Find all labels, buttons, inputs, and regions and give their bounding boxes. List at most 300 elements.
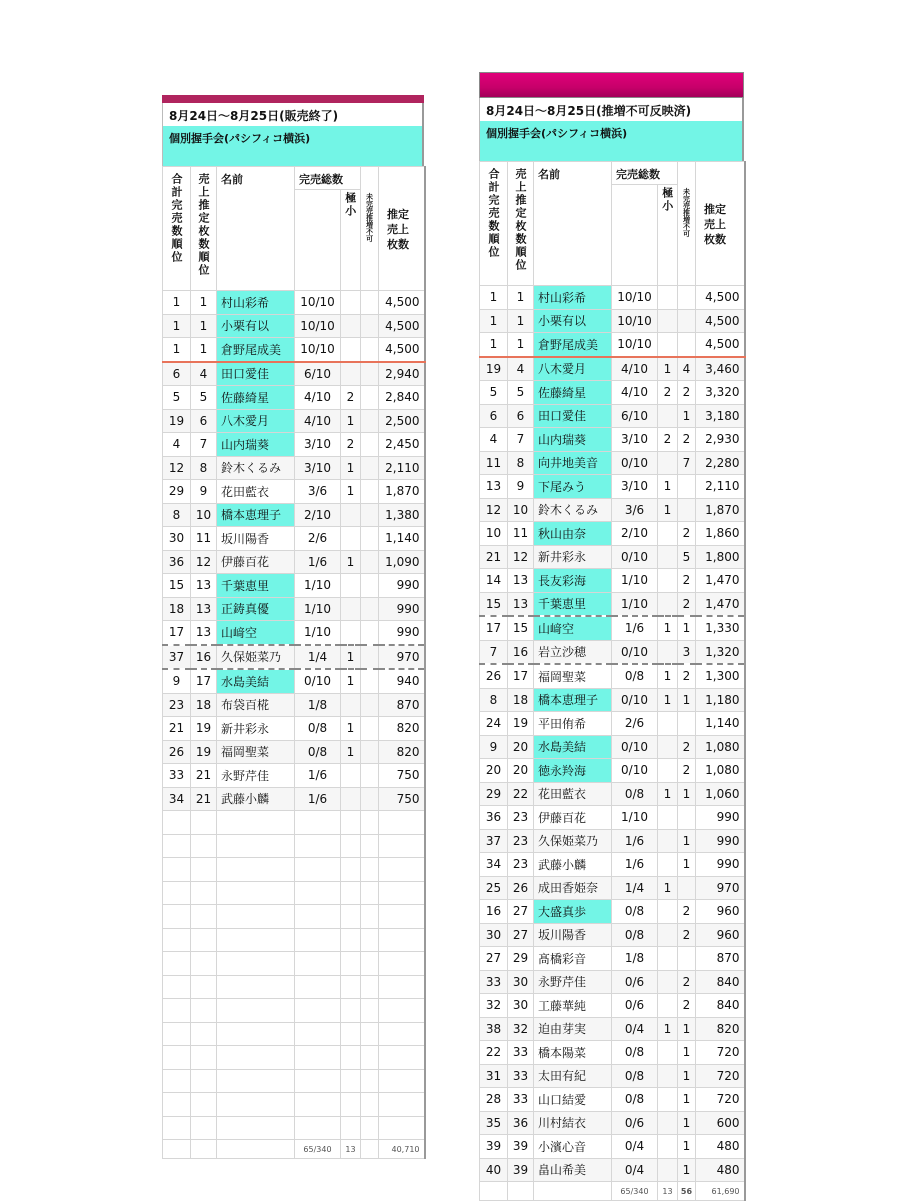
cell-sales-rank: 27: [508, 923, 534, 947]
cell-name: 水島美結: [217, 669, 295, 693]
cell-sales-rank: 17: [508, 664, 534, 688]
table-row: [480, 829, 745, 853]
cell-est: 4,500: [696, 333, 745, 357]
cell-mikanbai: [361, 386, 379, 410]
cell-name: 大盛真歩: [534, 900, 612, 924]
cell-est: 4,500: [379, 338, 425, 362]
cell-mikanbai: 1: [678, 1158, 696, 1182]
cell-est: 1,870: [696, 498, 745, 522]
header-name: 名前: [217, 167, 295, 291]
cell-goku: [658, 1111, 678, 1135]
empty-row: [163, 975, 425, 999]
cell-sold: 1/6: [612, 616, 658, 640]
table-row: [480, 1158, 745, 1182]
table-row: [480, 1064, 745, 1088]
cell-name: 武藤小麟: [217, 787, 295, 811]
cell-sales-rank: 1: [191, 291, 217, 315]
table-row: [480, 806, 745, 830]
cell-sold: 0/10: [612, 640, 658, 664]
cell-total-rank: 10: [480, 522, 508, 546]
cell-total-rank: 1: [163, 291, 191, 315]
header-sales-rank: 売上推定枚数順位: [508, 162, 534, 286]
cell-name: 坂川陽香: [534, 923, 612, 947]
cell-mikanbai: [678, 498, 696, 522]
cell-mikanbai: 2: [678, 381, 696, 405]
cell-mikanbai: [678, 286, 696, 310]
cell-goku: [341, 764, 361, 788]
cell-sold: 0/8: [295, 740, 341, 764]
cell-sold: 0/10: [612, 735, 658, 759]
cell-total-rank: 24: [480, 712, 508, 736]
cell-goku: [341, 527, 361, 551]
cell-goku: [658, 545, 678, 569]
sheet-event-title: 個別握手会(パシフィコ横浜): [479, 121, 744, 161]
cell-goku: 1: [658, 616, 678, 640]
cell-name: 田口愛佳: [217, 362, 295, 386]
cell-sold: 6/10: [612, 404, 658, 428]
cell-sold: 1/8: [612, 947, 658, 971]
cell-est: 1,380: [379, 503, 425, 527]
cell-sold: 10/10: [295, 338, 341, 362]
cell-total-rank: 36: [163, 550, 191, 574]
table-row: [480, 1111, 745, 1135]
cell-mikanbai: 1: [678, 782, 696, 806]
cell-goku: [658, 640, 678, 664]
cell-sales-rank: 36: [508, 1111, 534, 1135]
cell-goku: [658, 1064, 678, 1088]
cell-name: 川村結衣: [534, 1111, 612, 1135]
table-row: [163, 433, 425, 457]
cell-sales-rank: 13: [508, 592, 534, 616]
cell-total-rank: 15: [480, 592, 508, 616]
cell-sales-rank: 1: [508, 309, 534, 333]
cell-sales-rank: 4: [191, 362, 217, 386]
empty-row: [163, 1069, 425, 1093]
cell-total-rank: 34: [480, 853, 508, 877]
cell-est: 1,180: [696, 688, 745, 712]
cell-sales-rank: 33: [508, 1064, 534, 1088]
table-row: [163, 597, 425, 621]
cell-sales-rank: 23: [508, 829, 534, 853]
cell-goku: [658, 829, 678, 853]
cell-sold: 0/8: [612, 900, 658, 924]
cell-mikanbai: [361, 787, 379, 811]
cell-name: 小栗有以: [534, 309, 612, 333]
ranking-table: [479, 161, 746, 1201]
cell-sold: 0/10: [295, 669, 341, 693]
cell-est: 1,470: [696, 592, 745, 616]
cell-name: 正鋳真優: [217, 597, 295, 621]
cell-total-rank: 40: [480, 1158, 508, 1182]
cell-mikanbai: [361, 409, 379, 433]
cell-goku: 1: [341, 717, 361, 741]
cell-sales-rank: 7: [508, 428, 534, 452]
table-row: [163, 338, 425, 362]
table-row: [163, 764, 425, 788]
cell-mikanbai: [361, 291, 379, 315]
empty-row: [163, 1046, 425, 1070]
cell-goku: 1: [658, 1017, 678, 1041]
cell-sales-rank: 30: [508, 970, 534, 994]
cell-sold: 4/10: [612, 381, 658, 405]
cell-est: 750: [379, 787, 425, 811]
cell-sales-rank: 13: [191, 597, 217, 621]
table-row: [480, 309, 745, 333]
table-row: [480, 1017, 745, 1041]
table-row: [480, 616, 745, 640]
cell-name: 倉野尾成美: [534, 333, 612, 357]
cell-name: 成田香姫奈: [534, 876, 612, 900]
cell-est: 1,080: [696, 759, 745, 783]
cell-sales-rank: 21: [191, 764, 217, 788]
table-row: [480, 735, 745, 759]
cell-total-rank: 9: [480, 735, 508, 759]
sheet-date-title: 8月24日～8月25日(販売終了): [162, 103, 424, 126]
cell-name: 秋山由奈: [534, 522, 612, 546]
cell-total-rank: 12: [163, 456, 191, 480]
cell-name: 山﨑空: [534, 616, 612, 640]
cell-mikanbai: 2: [678, 900, 696, 924]
cell-goku: 2: [341, 386, 361, 410]
cell-name: 福岡聖菜: [217, 740, 295, 764]
cell-name: 花田藍衣: [217, 480, 295, 504]
cell-total-rank: 5: [163, 386, 191, 410]
cell-total-rank: 8: [163, 503, 191, 527]
cell-sold: 10/10: [612, 309, 658, 333]
cell-est: 990: [696, 806, 745, 830]
cell-est: 3,460: [696, 357, 745, 381]
cell-name: 山﨑空: [217, 621, 295, 645]
cell-sold: 0/6: [612, 994, 658, 1018]
cell-goku: [658, 759, 678, 783]
cell-sold: 1/4: [612, 876, 658, 900]
table-row: [480, 688, 745, 712]
cell-name: 平田侑希: [534, 712, 612, 736]
cell-est: 2,500: [379, 409, 425, 433]
cell-total-rank: 14: [480, 569, 508, 593]
empty-row: [163, 834, 425, 858]
cell-est: 870: [696, 947, 745, 971]
cell-sold: 1/6: [612, 829, 658, 853]
cell-name: 久保姫菜乃: [534, 829, 612, 853]
table-row: [480, 404, 745, 428]
table-row: [480, 569, 745, 593]
cell-total-rank: 8: [480, 688, 508, 712]
cell-sales-rank: 20: [508, 759, 534, 783]
cell-sold: 1/6: [295, 764, 341, 788]
empty-row: [163, 1093, 425, 1117]
cell-sales-rank: 18: [191, 693, 217, 717]
right-sheet: [479, 72, 744, 1201]
cell-sold: 0/8: [612, 664, 658, 688]
cell-est: 1,090: [379, 550, 425, 574]
cell-est: 2,110: [696, 475, 745, 499]
cell-sold: 10/10: [295, 314, 341, 338]
totals-row: [163, 1140, 425, 1159]
cell-name: 山内瑞葵: [534, 428, 612, 452]
total-sold: 65/340: [295, 1140, 341, 1159]
cell-est: 1,140: [379, 527, 425, 551]
cell-sold: 0/8: [612, 1064, 658, 1088]
cell-sales-rank: 8: [191, 456, 217, 480]
cell-sold: 4/10: [295, 409, 341, 433]
table-row: [480, 923, 745, 947]
cell-est: 4,500: [696, 286, 745, 310]
cell-total-rank: 26: [163, 740, 191, 764]
total-g: 13: [658, 1182, 678, 1201]
cell-est: 1,870: [379, 480, 425, 504]
cell-est: 480: [696, 1158, 745, 1182]
cell-mikanbai: 1: [678, 853, 696, 877]
cell-sold: 1/10: [295, 597, 341, 621]
cell-goku: [658, 1041, 678, 1065]
cell-est: 1,140: [696, 712, 745, 736]
cell-goku: 1: [658, 357, 678, 381]
table-row: [480, 876, 745, 900]
cell-goku: [658, 923, 678, 947]
cell-goku: [658, 522, 678, 546]
table-row: [163, 717, 425, 741]
cell-total-rank: 5: [480, 381, 508, 405]
table-row: [163, 456, 425, 480]
cell-total-rank: 17: [480, 616, 508, 640]
table-row: [480, 381, 745, 405]
cell-sales-rank: 22: [508, 782, 534, 806]
cell-total-rank: 38: [480, 1017, 508, 1041]
cell-sales-rank: 12: [508, 545, 534, 569]
cell-total-rank: 1: [480, 286, 508, 310]
table-row: [480, 592, 745, 616]
cell-est: 820: [696, 1017, 745, 1041]
cell-name: 鈴木くるみ: [534, 498, 612, 522]
cell-total-rank: 1: [480, 309, 508, 333]
cell-est: 990: [379, 621, 425, 645]
cell-est: 2,280: [696, 451, 745, 475]
cell-total-rank: 1: [163, 338, 191, 362]
table-row: [480, 545, 745, 569]
table-row: [480, 498, 745, 522]
cell-est: 750: [379, 764, 425, 788]
cell-est: 960: [696, 900, 745, 924]
cell-mikanbai: [361, 669, 379, 693]
cell-mikanbai: [361, 621, 379, 645]
cell-est: 3,320: [696, 381, 745, 405]
cell-sales-rank: 19: [191, 740, 217, 764]
table-row: [480, 759, 745, 783]
cell-name: 坂川陽香: [217, 527, 295, 551]
cell-name: 畠山希美: [534, 1158, 612, 1182]
empty-row: [163, 999, 425, 1023]
cell-sold: 1/10: [295, 574, 341, 598]
cell-mikanbai: 4: [678, 357, 696, 381]
cell-goku: [341, 338, 361, 362]
table-row: [480, 475, 745, 499]
cell-mikanbai: 2: [678, 759, 696, 783]
table-row: [480, 994, 745, 1018]
cell-sold: 2/6: [612, 712, 658, 736]
cell-mikanbai: 1: [678, 1135, 696, 1159]
table-row: [480, 451, 745, 475]
cell-sales-rank: 23: [508, 806, 534, 830]
cell-total-rank: 22: [480, 1041, 508, 1065]
header-sold: 完売総数 極小: [612, 162, 678, 286]
cell-name: 岩立沙穂: [534, 640, 612, 664]
table-row: [480, 782, 745, 806]
cell-sales-rank: 13: [508, 569, 534, 593]
cell-name: 山内瑞葵: [217, 433, 295, 457]
cell-total-rank: 33: [163, 764, 191, 788]
total-g: 13: [341, 1140, 361, 1159]
cell-goku: [658, 592, 678, 616]
empty-row: [163, 1116, 425, 1140]
cell-total-rank: 32: [480, 994, 508, 1018]
cell-mikanbai: [678, 475, 696, 499]
cell-goku: [658, 712, 678, 736]
cell-est: 870: [379, 693, 425, 717]
cell-name: 新井彩永: [534, 545, 612, 569]
cell-est: 1,060: [696, 782, 745, 806]
table-row: [163, 621, 425, 645]
cell-sold: 0/6: [612, 1111, 658, 1135]
table-row: [163, 386, 425, 410]
table-row: [480, 1088, 745, 1112]
table-row: [480, 428, 745, 452]
header-name: 名前: [534, 162, 612, 286]
cell-name: 村山彩希: [534, 286, 612, 310]
cell-sales-rank: 6: [191, 409, 217, 433]
cell-goku: [658, 569, 678, 593]
cell-sold: 0/10: [612, 451, 658, 475]
cell-mikanbai: 1: [678, 1017, 696, 1041]
cell-mikanbai: 2: [678, 522, 696, 546]
cell-est: 990: [379, 597, 425, 621]
table-row: [480, 970, 745, 994]
cell-mikanbai: [361, 550, 379, 574]
cell-est: 990: [696, 829, 745, 853]
cell-mikanbai: 1: [678, 1041, 696, 1065]
header-mikanbai: 未完売推増不可: [678, 162, 696, 286]
cell-sold: 1/10: [612, 592, 658, 616]
cell-goku: [658, 947, 678, 971]
cell-goku: 2: [341, 433, 361, 457]
cell-mikanbai: [361, 645, 379, 670]
cell-goku: [658, 735, 678, 759]
cell-mikanbai: [361, 597, 379, 621]
cell-goku: [658, 806, 678, 830]
cell-sales-rank: 16: [508, 640, 534, 664]
cell-goku: 2: [658, 381, 678, 405]
table-header: [163, 167, 425, 291]
cell-name: 橋本陽菜: [534, 1041, 612, 1065]
cell-total-rank: 6: [480, 404, 508, 428]
cell-sold: 1/10: [295, 621, 341, 645]
cell-est: 1,330: [696, 616, 745, 640]
cell-est: 720: [696, 1064, 745, 1088]
cell-goku: 1: [341, 550, 361, 574]
cell-sold: 2/10: [612, 522, 658, 546]
cell-name: 橋本恵理子: [217, 503, 295, 527]
cell-sales-rank: 39: [508, 1158, 534, 1182]
cell-mikanbai: [361, 314, 379, 338]
cell-total-rank: 36: [480, 806, 508, 830]
cell-total-rank: 30: [480, 923, 508, 947]
cell-name: 山口結愛: [534, 1088, 612, 1112]
cell-name: 久保姫菜乃: [217, 645, 295, 670]
cell-sold: 1/6: [295, 550, 341, 574]
cell-sold: 10/10: [612, 333, 658, 357]
cell-goku: 1: [658, 475, 678, 499]
cell-mikanbai: 1: [678, 404, 696, 428]
cell-est: 820: [379, 740, 425, 764]
cell-sales-rank: 27: [508, 900, 534, 924]
cell-mikanbai: [678, 876, 696, 900]
cell-sales-rank: 4: [508, 357, 534, 381]
cell-total-rank: 19: [480, 357, 508, 381]
cell-sales-rank: 6: [508, 404, 534, 428]
cell-total-rank: 12: [480, 498, 508, 522]
cell-total-rank: 29: [163, 480, 191, 504]
table-row: [480, 853, 745, 877]
cell-total-rank: 11: [480, 451, 508, 475]
table-row: [163, 693, 425, 717]
cell-name: 花田藍衣: [534, 782, 612, 806]
cell-est: 2,940: [379, 362, 425, 386]
cell-sold: 3/10: [295, 456, 341, 480]
table-row: [480, 357, 745, 381]
cell-total-rank: 30: [163, 527, 191, 551]
cell-est: 2,930: [696, 428, 745, 452]
table-row: [163, 480, 425, 504]
cell-est: 1,800: [696, 545, 745, 569]
cell-total-rank: 16: [480, 900, 508, 924]
cell-goku: [341, 693, 361, 717]
cell-goku: [658, 900, 678, 924]
cell-total-rank: 9: [163, 669, 191, 693]
cell-mikanbai: [361, 764, 379, 788]
cell-est: 480: [696, 1135, 745, 1159]
cell-goku: 1: [658, 664, 678, 688]
cell-est: 960: [696, 923, 745, 947]
table-row: [480, 947, 745, 971]
cell-name: 千葉恵里: [217, 574, 295, 598]
cell-name: 迫由芽実: [534, 1017, 612, 1041]
cell-sales-rank: 18: [508, 688, 534, 712]
cell-name: 向井地美音: [534, 451, 612, 475]
sheet-top-bar: [479, 72, 744, 98]
cell-total-rank: 28: [480, 1088, 508, 1112]
header-est: 推定売上枚数: [696, 162, 745, 286]
cell-est: 4,500: [379, 314, 425, 338]
left-sheet: [162, 95, 424, 1159]
cell-goku: [658, 970, 678, 994]
cell-sales-rank: 13: [191, 621, 217, 645]
cell-goku: [341, 597, 361, 621]
table-row: [480, 900, 745, 924]
empty-row: [163, 905, 425, 929]
cell-est: 820: [379, 717, 425, 741]
cell-sales-rank: 23: [508, 853, 534, 877]
cell-goku: [341, 503, 361, 527]
table-row: [163, 314, 425, 338]
cell-goku: [658, 309, 678, 333]
table-row: [163, 291, 425, 315]
header-sales-rank: 売上推定枚数順位: [191, 167, 217, 291]
cell-sales-rank: 9: [191, 480, 217, 504]
cell-name: 太田有紀: [534, 1064, 612, 1088]
table-row: [480, 1135, 745, 1159]
cell-name: 八木愛月: [217, 409, 295, 433]
cell-name: 小濱心音: [534, 1135, 612, 1159]
